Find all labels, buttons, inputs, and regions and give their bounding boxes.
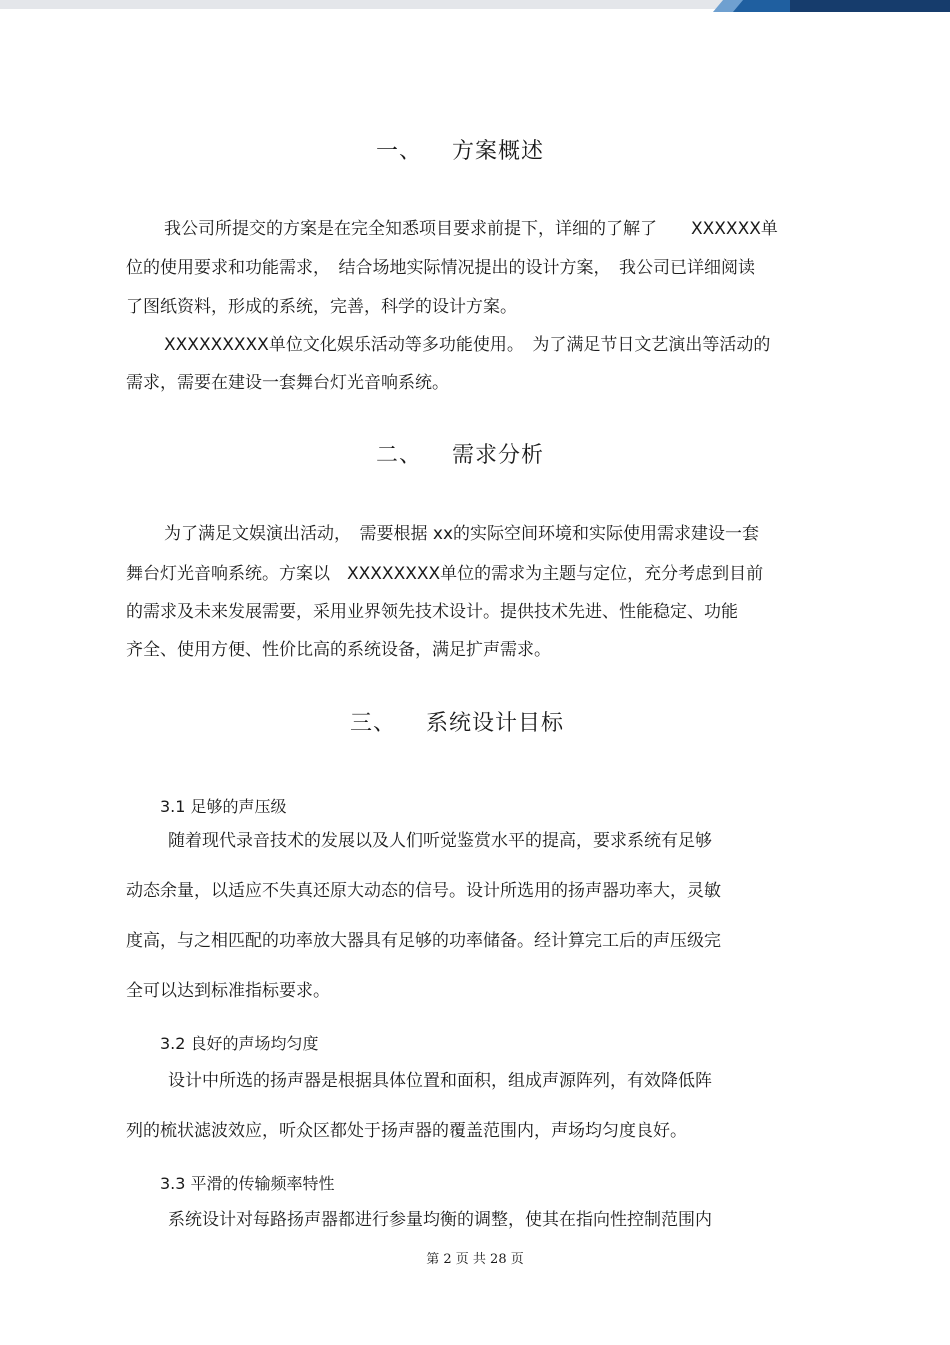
paragraph-line: 动态余量，以适应不失真还原大动态的信号。设计所选用的扬声器功率大，灵敏 — [126, 881, 721, 901]
paragraph-line: 为了满足文娱演出活动， 需要根据 xx的实际空间环境和实际使用需求建设一套 — [164, 524, 760, 544]
paragraph-line: 需求，需要在建设一套舞台灯光音响系统。 — [126, 373, 449, 393]
paragraph-line: 位的使用要求和功能需求， 结合场地实际情况提出的设计方案， 我公司已详细阅读 — [126, 258, 755, 278]
paragraph-line: 的需求及未来发展需要，采用业界领先技术设计。提供技术先进、性能稳定、功能 — [126, 602, 738, 622]
section-number: 二、 — [376, 443, 423, 468]
paragraph-line: XXXXXXXXX单位文化娱乐活动等多功能使用。 为了满足节日文艺演出等活动的 — [164, 335, 771, 355]
section-heading-1 — [376, 134, 544, 165]
paragraph-line: 舞台灯光音响系统。方案以 XXXXXXXX单位的需求为主题与定位，充分考虑到目前 — [126, 564, 764, 584]
paragraph-line: 齐全、使用方便、性价比高的系统设备，满足扩声需求。 — [126, 640, 551, 660]
section-heading-2 — [376, 438, 544, 469]
paragraph-line: 列的梳状滤波效应，听众区都处于扬声器的覆盖范围内，声场均匀度良好。 — [126, 1121, 687, 1141]
paragraph-line: 设计中所选的扬声器是根据具体位置和面积，组成声源阵列，有效降低阵 — [168, 1071, 712, 1091]
section-number: 三、 — [350, 711, 397, 736]
section-title: 需求分析 — [452, 443, 545, 468]
paragraph-line: 随着现代录音技术的发展以及人们听觉鉴赏水平的提高，要求系统有足够 — [168, 831, 712, 851]
section-heading-3 — [350, 706, 564, 737]
header-bar-accent-navy — [790, 0, 950, 12]
subsection-heading: 3.2 良好的声场均匀度 — [160, 1034, 319, 1053]
subsection-heading: 3.1 足够的声压级 — [160, 797, 287, 816]
subsection-heading: 3.3 平滑的传输频率特性 — [160, 1174, 335, 1193]
section-title: 系统设计目标 — [426, 711, 565, 736]
paragraph-line: 系统设计对每路扬声器都进行参量均衡的调整，使其在指向性控制范围内 — [168, 1210, 712, 1230]
header-bar — [0, 0, 950, 12]
section-number: 一、 — [376, 139, 423, 164]
page-footer: 第 2 页 共 28 页 — [426, 1252, 524, 1267]
paragraph-line: 我公司所提交的方案是在完全知悉项目要求前提下，详细的了解了 XXXXXX单 — [164, 219, 778, 239]
section-title: 方案概述 — [452, 139, 545, 164]
paragraph-line: 度高，与之相匹配的功率放大器具有足够的功率储备。经计算完工后的声压级完 — [126, 931, 721, 951]
paragraph-line: 了图纸资料，形成的系统，完善，科学的设计方案。 — [126, 297, 517, 317]
paragraph-line: 全可以达到标准指标要求。 — [126, 981, 330, 1001]
